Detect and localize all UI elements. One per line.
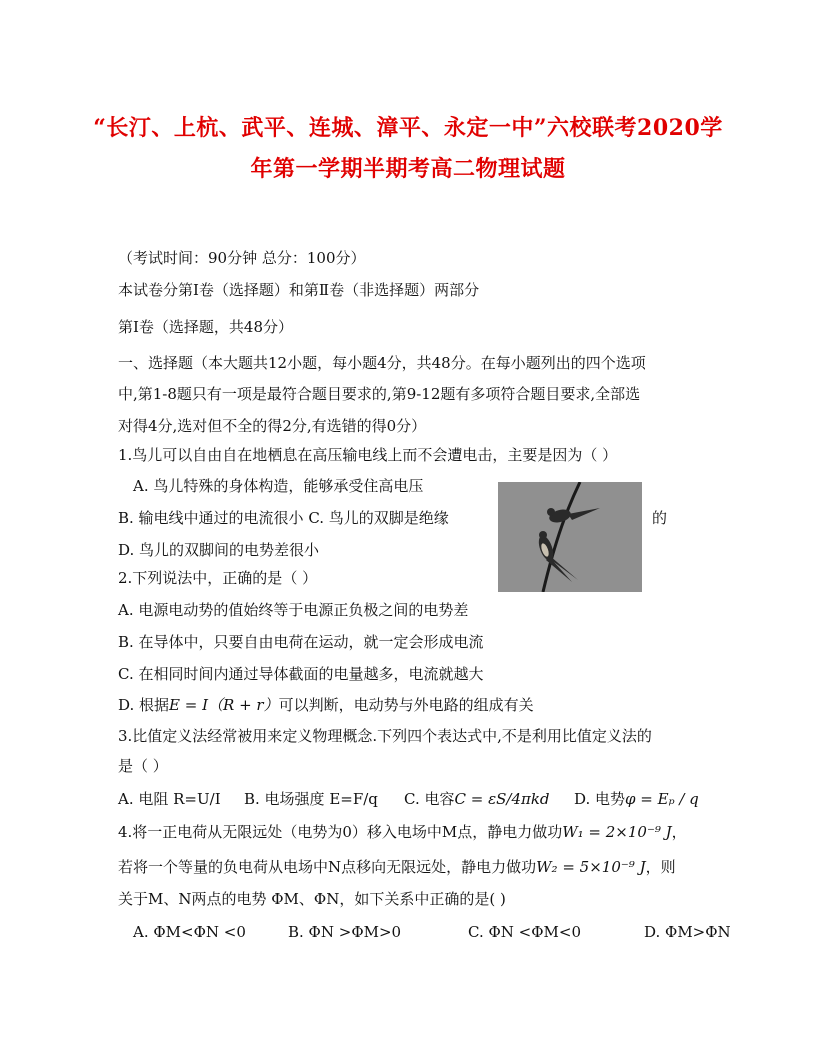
q3-stem-line-2: 是（ ） <box>118 757 168 775</box>
birds-on-wire-photo <box>498 482 642 592</box>
q3-option-b: B. 电场强度 E=F/q <box>244 790 378 808</box>
q4-option-b: B. ΦN >ΦM>0 <box>288 923 402 941</box>
q3-c-prefix: C. 电容 <box>404 790 455 808</box>
q4-w2-formula: W₂ = 5×10⁻⁹ J <box>536 858 646 876</box>
instructions-line-3: 对得4分,选对但不全的得2分,有选错的得0分） <box>118 417 427 435</box>
q4-line-1 <box>118 822 687 842</box>
q4-w1-formula: W₁ = 2×10⁻⁹ J <box>562 823 672 841</box>
q3-stem-line-1: 3.比值定义法经常被用来定义物理概念.下列四个表达式中,不是利用比值定义法的 <box>118 727 652 745</box>
q2-stem: 2.下列说法中，正确的是（ ） <box>118 569 318 587</box>
q4-option-c: C. ΦN <ΦM<0 <box>468 923 582 941</box>
title-line-1: “长汀、上杭、武平、连城、漳平、永定一中”六校联考2020学 <box>93 115 723 141</box>
instructions-line-2: 中,第1-8题只有一项是最符合题目要求的,第9-12题有多项符合题目要求,全部选 <box>118 385 641 403</box>
intro-text: 本试卷分第Ⅰ卷（选择题）和第Ⅱ卷（非选择题）两部分 <box>118 281 480 299</box>
q1-option-d: D. 鸟儿的双脚间的电势差很小 <box>118 541 320 559</box>
q3-option-d <box>574 789 699 809</box>
q4-line-1-end: ， <box>671 823 687 841</box>
q4-line-3: 关于M、N两点的电势 ΦM、ΦN，如下关系中正确的是( ) <box>118 890 506 908</box>
q4-line-2 <box>118 857 676 877</box>
q4-line-2-text: 若将一个等量的负电荷从电场中N点移向无限远处，静电力做功 <box>118 858 537 876</box>
q3-c-formula: C = εS/4πkd <box>454 790 550 808</box>
q1-option-c-tail: 的 <box>652 509 668 527</box>
q3-d-prefix: D. 电势 <box>574 790 626 808</box>
q2-d-prefix: D. 根据 <box>118 696 170 714</box>
q4-line-1-text: 4.将一正电荷从无限远处（电势为0）移入电场中M点，静电力做功 <box>118 823 563 841</box>
exam-info: （考试时间：90分钟 总分：100分） <box>118 249 366 267</box>
q3-d-formula: φ = Eₚ / q <box>625 790 699 808</box>
title-line-2: 年第一学期半期考高二物理试题 <box>250 156 566 182</box>
part-one-heading: 第Ⅰ卷（选择题，共48分） <box>118 318 294 336</box>
q4-option-d: D. ΦM>ΦN <box>644 923 731 941</box>
q4-line-2-end: ，则 <box>645 858 676 876</box>
instructions-line-1: 一、选择题（本大题共12小题，每小题4分，共48分。在每小题列出的四个选项 <box>118 354 646 372</box>
q2-option-b: B. 在导体中，只要自由电荷在运动，就一定会形成电流 <box>118 633 484 651</box>
q2-option-d <box>118 695 534 715</box>
q1-option-b-c: B. 输电线中通过的电流很小 C. 鸟儿的双脚是绝缘 <box>118 509 449 527</box>
q2-option-c: C. 在相同时间内通过导体截面的电量越多，电流就越大 <box>118 665 484 683</box>
q2-option-a: A. 电源电动势的值始终等于电源正负极之间的电势差 <box>118 601 469 619</box>
q1-option-a: A. 鸟儿特殊的身体构造，能够承受住高电压 <box>133 477 424 495</box>
q3-option-c <box>404 789 550 809</box>
q2-d-suffix: 可以判断，电动势与外电路的组成有关 <box>278 696 534 714</box>
q4-option-a: A. ΦM<ΦN <0 <box>133 923 246 941</box>
q3-option-a: A. 电阻 R=U/I <box>118 790 221 808</box>
q1-stem: 1.鸟儿可以自由自在地栖息在高压输电线上而不会遭电击，主要是因为（ ） <box>118 446 618 464</box>
q2-d-formula: E = I（R + r） <box>169 696 279 714</box>
